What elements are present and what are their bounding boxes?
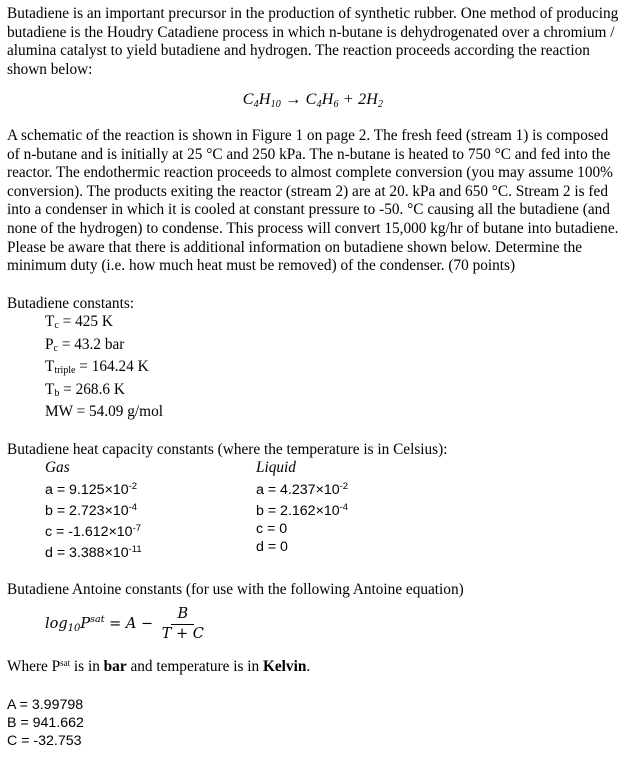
antoine-mid: = A − xyxy=(104,616,158,633)
gas-d xyxy=(45,541,256,562)
exponent: -4 xyxy=(128,501,138,513)
symbol: T xyxy=(45,313,55,331)
antoine-title: Butadiene Antoine constants (for use with the following Antoine equation) xyxy=(7,581,464,599)
liquid-c: c = 0 xyxy=(256,521,288,538)
heat-capacity-title: Butadiene heat capacity constants (where the temperature is in Celsius): xyxy=(7,440,448,458)
exponent: -2 xyxy=(128,480,138,492)
subscript: triple xyxy=(54,365,76,377)
critical-pressure xyxy=(45,336,619,359)
eq-sub: 4 xyxy=(316,99,322,111)
eq-sub: 2 xyxy=(378,99,384,111)
spacer xyxy=(7,677,619,696)
liquid-b xyxy=(256,499,467,520)
symbol: T xyxy=(45,358,55,376)
exponent: -11 xyxy=(128,544,142,556)
antoine-equation xyxy=(7,606,619,643)
text: Where P xyxy=(7,658,61,676)
log-base: 10 xyxy=(67,622,81,634)
text: . xyxy=(306,658,311,676)
constants-section xyxy=(7,295,619,422)
gas-header: Gas xyxy=(45,459,70,477)
eq-term: H xyxy=(258,91,271,109)
eq-term: H xyxy=(321,91,334,109)
symbol: P xyxy=(45,335,54,353)
sat-superscript: sat xyxy=(60,658,71,669)
coef: a = 9.125×10 xyxy=(45,481,129,498)
constants-title: Butadiene constants: xyxy=(7,294,135,312)
eq-sub: 6 xyxy=(333,99,339,111)
exponent: -4 xyxy=(339,501,349,513)
exponent: -7 xyxy=(132,523,142,535)
value: = 425 K xyxy=(58,313,113,331)
antoine-fraction xyxy=(162,606,204,643)
liquid-d: d = 0 xyxy=(256,539,288,556)
molecular-weight: MW = 54.09 g/mol xyxy=(45,403,163,421)
value: = 43.2 bar xyxy=(57,335,125,353)
liquid-column xyxy=(256,459,467,562)
antoine-b: B = 941.662 xyxy=(7,714,84,731)
critical-temperature xyxy=(45,313,619,336)
constants-list xyxy=(7,313,619,422)
value: = 268.6 K xyxy=(59,380,125,398)
pressure-symbol: P xyxy=(80,615,91,632)
eq-sub: 4 xyxy=(253,99,259,111)
eq-plus: + xyxy=(338,91,359,109)
antoine-lhs xyxy=(45,611,105,639)
triple-point-temperature xyxy=(45,358,619,381)
sat-superscript: sat xyxy=(90,613,105,625)
reaction-equation xyxy=(7,91,619,115)
denominator: T + C xyxy=(161,626,204,643)
subscript: b xyxy=(54,387,60,399)
log: log xyxy=(45,615,68,632)
boiling-temperature xyxy=(45,381,619,404)
gas-b xyxy=(45,499,256,520)
eq-term: C xyxy=(242,91,254,109)
intro-paragraph: Butadiene is an important precursor in the production of synthetic rubber. One method of producing butadiene is the Houdry Catadiene process in which n-butane is dehydrogenated over a chromium / alumina catalyst to yield butadiene and hydrogen. The reaction proceeds according the reaction shown below: xyxy=(7,5,619,78)
subscript: c xyxy=(54,320,59,332)
heat-capacity-table xyxy=(7,459,619,562)
subscript: c xyxy=(53,342,58,354)
value: = 164.24 K xyxy=(75,358,149,376)
text: is in xyxy=(70,658,104,676)
coef: d = 3.388×10 xyxy=(45,545,129,562)
bold-unit: bar xyxy=(103,658,127,676)
coef: b = 2.723×10 xyxy=(45,502,129,519)
bold-unit: Kelvin xyxy=(262,658,307,676)
eq-term: C xyxy=(305,91,317,109)
document-page xyxy=(7,5,619,750)
spacer xyxy=(7,562,619,581)
antoine-section xyxy=(7,581,619,750)
numerator: B xyxy=(171,606,194,625)
exponent: -2 xyxy=(339,480,349,492)
antoine-c: C = -32.753 xyxy=(7,733,82,750)
coef: a = 4.237×10 xyxy=(256,481,340,498)
liquid-a xyxy=(256,478,467,499)
eq-term: 2H xyxy=(358,91,379,109)
text: and temperature is in xyxy=(126,658,263,676)
gas-a xyxy=(45,478,256,499)
coef: b = 2.162×10 xyxy=(256,502,340,519)
antoine-constants-list xyxy=(7,696,619,751)
problem-paragraph: A schematic of the reaction is shown in Figure 1 on page 2. The fresh feed (stream 1) is composed of n-butane and is initially at 25 °C and 250 kPa. The n-butane is heated to 750 °C and fed into the reactor. The endothermic reaction proceeds to almost complete conversion (you may assume 100% conversion). The products exiting the reactor (stream 2) are at 20. kPa and 650 °C. Stream 2 is fed into a condenser in which it is cooled at constant pressure to -50. °C causing all the butadiene (and none of the hydrogen) to condense. This process will convert 15,000 kg/hr of butane into butadiene. Please be aware that there is additional information on butadiene shown below. Determine the minimum duty (i.e. how much heat must be removed) of the condenser. (70 points) xyxy=(7,126,619,275)
spacer xyxy=(7,422,619,441)
eq-sub: 10 xyxy=(270,99,281,111)
symbol: T xyxy=(45,380,55,398)
coef: c = -1.612×10 xyxy=(45,524,133,541)
liquid-header: Liquid xyxy=(256,459,296,477)
antoine-units-note xyxy=(7,654,619,677)
gas-column xyxy=(45,459,256,562)
heat-capacity-section xyxy=(7,441,619,563)
gas-c xyxy=(45,520,256,541)
eq-arrow: → xyxy=(281,91,306,109)
antoine-a: A = 3.99798 xyxy=(7,696,84,713)
